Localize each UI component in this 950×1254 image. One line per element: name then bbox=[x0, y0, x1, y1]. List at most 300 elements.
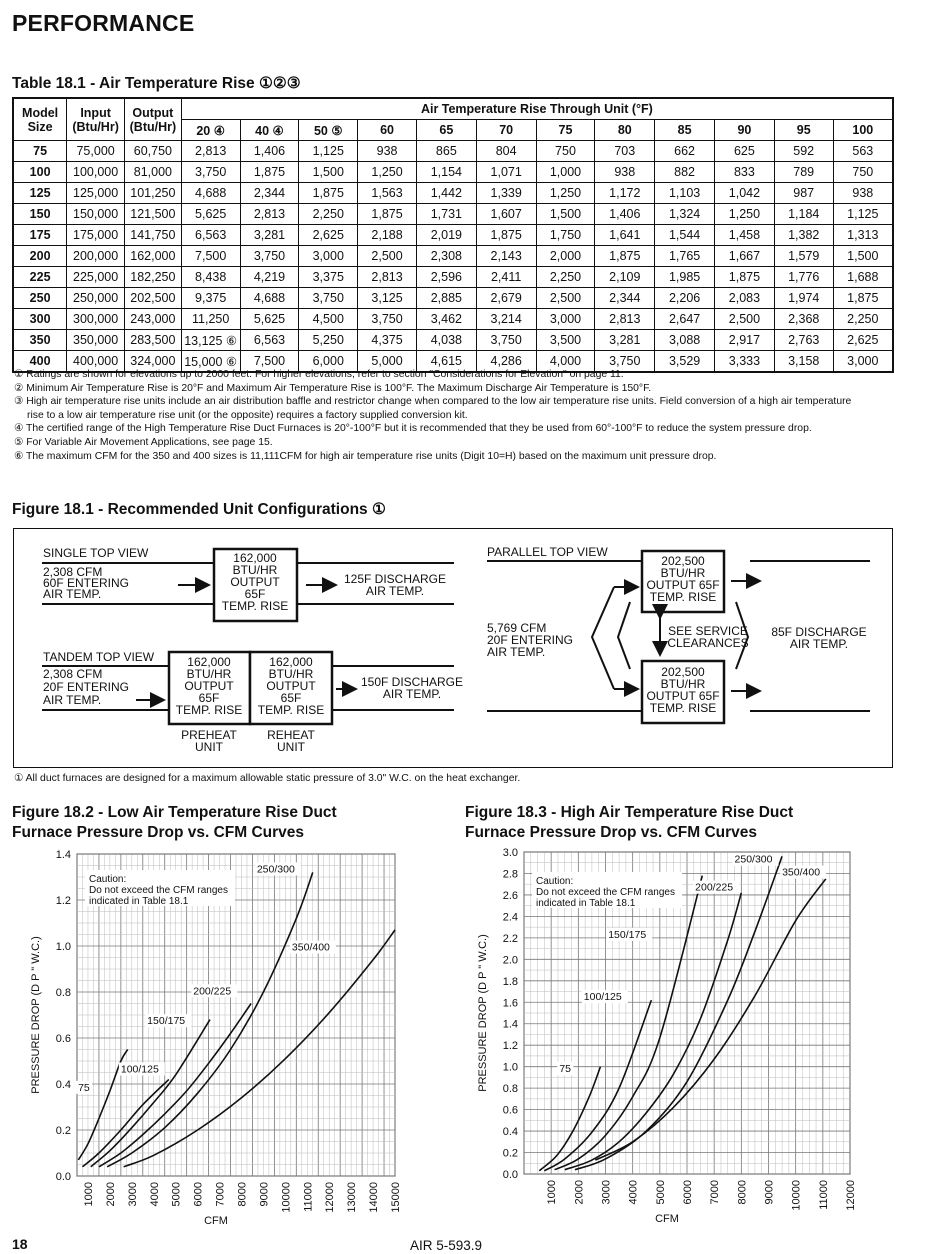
low-rise-pressure-chart bbox=[0, 840, 470, 1230]
header-rise-col: 65 bbox=[416, 120, 476, 141]
table-cell: 1,641 bbox=[595, 225, 655, 246]
table-cell: 1,731 bbox=[416, 204, 476, 225]
chart1-caption-line1: Figure 18.2 - Low Air Temperature Rise Duct bbox=[12, 804, 337, 821]
tandem-unit1-2: BTU/HR bbox=[186, 667, 232, 681]
page-title: PERFORMANCE bbox=[12, 10, 195, 36]
x-tick-label: 1000 bbox=[82, 1182, 95, 1207]
table-cell: 81,000 bbox=[125, 162, 182, 183]
y-tick-label: 2.6 bbox=[502, 889, 518, 902]
caution-text: Do not exceed the CFM ranges bbox=[89, 885, 228, 896]
table-row bbox=[13, 141, 893, 162]
table-cell: 1,563 bbox=[358, 183, 417, 204]
table-cell: 1,500 bbox=[833, 246, 893, 267]
single-inlet-2: 60F ENTERING bbox=[43, 576, 130, 590]
single-inlet-1: 2,308 CFM bbox=[43, 565, 103, 579]
table-cell: 3,375 bbox=[299, 267, 358, 288]
table-cell: 2,813 bbox=[240, 204, 299, 225]
table-cell: 1,875 bbox=[299, 183, 358, 204]
caution-text: indicated in Table 18.1 bbox=[536, 898, 636, 909]
table-cell: 3,750 bbox=[358, 309, 417, 330]
header-rise-col: 50 ⑤ bbox=[299, 120, 358, 141]
table-cell: 3,462 bbox=[416, 309, 476, 330]
table-cell: 5,250 bbox=[299, 330, 358, 351]
cell-model-size: 175 bbox=[13, 225, 67, 246]
table-row bbox=[13, 183, 893, 204]
series-label: 200/225 bbox=[695, 881, 734, 894]
y-tick-label: 0.4 bbox=[55, 1079, 71, 1091]
tandem-unit2-1: 162,000 bbox=[269, 655, 313, 669]
table-cell: 662 bbox=[655, 141, 715, 162]
table-cell: 5,625 bbox=[181, 204, 240, 225]
table-cell: 2,250 bbox=[833, 309, 893, 330]
table-cell: 1,339 bbox=[476, 183, 536, 204]
x-tick-label: 11000 bbox=[302, 1182, 315, 1212]
table-cell: 2,885 bbox=[416, 288, 476, 309]
table-note: ⑥ The maximum CFM for the 350 and 400 sizes is 11,111CFM for high air temperature rise units (Digit 10=H) based on the maximum unit pressure drop. bbox=[14, 450, 717, 462]
single-outlet-1: 125F DISCHARGE bbox=[343, 572, 447, 586]
table-row bbox=[13, 309, 893, 330]
table-cell: 4,286 bbox=[476, 351, 536, 373]
single-unit-5: TEMP. RISE bbox=[221, 599, 289, 613]
single-unit-3: OUTPUT bbox=[230, 575, 280, 589]
table-cell: 3,281 bbox=[240, 225, 299, 246]
tandem-unit1-5: TEMP. RISE bbox=[175, 703, 243, 717]
table-cell: 1,172 bbox=[595, 183, 655, 204]
tandem-unit1-1: 162,000 bbox=[187, 655, 231, 669]
table-cell: 1,125 bbox=[299, 141, 358, 162]
table-cell: 5,625 bbox=[240, 309, 299, 330]
y-tick-label: 0.0 bbox=[502, 1169, 518, 1181]
header-output: Output (Btu/Hr) bbox=[125, 98, 182, 141]
x-tick-label: 6000 bbox=[682, 1180, 694, 1205]
y-tick-label: 1.8 bbox=[502, 975, 518, 988]
header-rise-col: 20 ④ bbox=[181, 120, 240, 141]
series-label: 350/400 bbox=[291, 941, 330, 954]
y-axis-label: PRESSURE DROP (D P " W.C.) bbox=[30, 936, 42, 1094]
table-cell: 3,333 bbox=[715, 351, 775, 373]
clearance-2: CLEARANCES bbox=[667, 636, 749, 650]
tandem-title: TANDEM TOP VIEW bbox=[43, 650, 155, 664]
x-tick-label: 14000 bbox=[368, 1182, 381, 1213]
y-tick-label: 1.6 bbox=[502, 997, 518, 1010]
reheat-label-1: REHEAT bbox=[267, 728, 315, 742]
table-cell: 2,368 bbox=[774, 309, 833, 330]
x-tick-label: 15000 bbox=[390, 1182, 402, 1213]
table-cell: 1,544 bbox=[655, 225, 715, 246]
table-cell: 1,103 bbox=[655, 183, 715, 204]
table-cell: 3,125 bbox=[358, 288, 417, 309]
table-cell: 1,974 bbox=[774, 288, 833, 309]
parallel-top-1: 202,500 bbox=[661, 554, 705, 568]
table-cell: 938 bbox=[833, 183, 893, 204]
x-tick-label: 9000 bbox=[258, 1182, 271, 1207]
table-cell: 4,219 bbox=[240, 267, 299, 288]
table-cell: 1,406 bbox=[595, 204, 655, 225]
table-row bbox=[13, 267, 893, 288]
table-cell: 1,500 bbox=[299, 162, 358, 183]
caution-text: indicated in Table 18.1 bbox=[89, 896, 189, 907]
chart2-caption-line1: Figure 18.3 - High Air Temperature Rise Duct bbox=[465, 804, 794, 821]
table-cell: 2,411 bbox=[476, 267, 536, 288]
table-cell: 3,000 bbox=[536, 309, 595, 330]
table-cell: 987 bbox=[774, 183, 833, 204]
single-outlet-2: AIR TEMP. bbox=[365, 584, 425, 598]
y-tick-label: 2.2 bbox=[502, 932, 518, 945]
table-cell: 1,875 bbox=[833, 288, 893, 309]
table-cell: 225,000 bbox=[67, 267, 125, 288]
caution-text: Do not exceed the CFM ranges bbox=[536, 887, 675, 898]
table-cell: 938 bbox=[595, 162, 655, 183]
y-tick-label: 2.0 bbox=[502, 954, 518, 967]
page-number: 18 bbox=[12, 1236, 28, 1252]
table-cell: 3,750 bbox=[181, 162, 240, 183]
caution-text: Caution: bbox=[89, 874, 127, 885]
clearance-bracket-left bbox=[618, 602, 630, 669]
header-rise-col: 100 bbox=[833, 120, 893, 141]
parallel-inlet-3: AIR TEMP. bbox=[487, 645, 546, 659]
table-cell: 4,375 bbox=[358, 330, 417, 351]
table-cell: 3,000 bbox=[299, 246, 358, 267]
x-tick-label: 11000 bbox=[817, 1180, 830, 1210]
table-note: rise to a low air temperature rise unit (or the opposite) requires a factory supplied conversion kit. bbox=[27, 409, 468, 421]
table-cell: 563 bbox=[833, 141, 893, 162]
table-cell: 2,344 bbox=[240, 183, 299, 204]
table-cell: 13,125 ⑥ bbox=[181, 330, 240, 351]
table-cell: 1,607 bbox=[476, 204, 536, 225]
table-cell: 3,750 bbox=[476, 330, 536, 351]
parallel-inlet-bracket bbox=[592, 587, 614, 689]
series-label: 200/225 bbox=[193, 985, 232, 998]
tandem-unit1-3: OUTPUT bbox=[184, 679, 234, 693]
table-cell: 2,813 bbox=[595, 309, 655, 330]
table-cell: 2,679 bbox=[476, 288, 536, 309]
x-axis-label: CFM bbox=[655, 1213, 679, 1225]
tandem-inlet-1: 2,308 CFM bbox=[43, 667, 103, 681]
table-cell: 2,625 bbox=[833, 330, 893, 351]
cell-model-size: 100 bbox=[13, 162, 67, 183]
table-cell: 15,000 ⑥ bbox=[181, 351, 240, 373]
table-cell: 182,250 bbox=[125, 267, 182, 288]
table-cell: 1,406 bbox=[240, 141, 299, 162]
x-tick-label: 4000 bbox=[148, 1182, 161, 1207]
table-cell: 3,750 bbox=[240, 246, 299, 267]
table-cell: 789 bbox=[774, 162, 833, 183]
table-cell: 7,500 bbox=[240, 351, 299, 373]
single-inlet-3: AIR TEMP. bbox=[43, 587, 102, 601]
table-cell: 1,667 bbox=[715, 246, 775, 267]
table-cell: 1,250 bbox=[715, 204, 775, 225]
series-label: 250/300 bbox=[256, 863, 295, 876]
parallel-bottom-2: BTU/HR bbox=[660, 677, 706, 691]
table-cell: 400,000 bbox=[67, 351, 125, 373]
tandem-unit1-4: 65F bbox=[198, 691, 220, 705]
table-cell: 1,875 bbox=[476, 225, 536, 246]
configurations-diagram bbox=[14, 529, 892, 767]
table-cell: 11,250 bbox=[181, 309, 240, 330]
table-cell: 1,985 bbox=[655, 267, 715, 288]
table-cell: 6,563 bbox=[240, 330, 299, 351]
table-cell: 2,000 bbox=[536, 246, 595, 267]
table-cell: 141,750 bbox=[125, 225, 182, 246]
table-cell: 243,000 bbox=[125, 309, 182, 330]
header-rise-col: 85 bbox=[655, 120, 715, 141]
table-cell: 1,313 bbox=[833, 225, 893, 246]
table-cell: 2,188 bbox=[358, 225, 417, 246]
y-tick-label: 0.4 bbox=[502, 1126, 518, 1139]
table-cell: 804 bbox=[476, 141, 536, 162]
table-notes bbox=[14, 368, 894, 463]
tandem-unit2-2: BTU/HR bbox=[268, 667, 314, 681]
x-tick-label: 12000 bbox=[845, 1180, 857, 1211]
table-cell: 2,763 bbox=[774, 330, 833, 351]
table-cell: 1,500 bbox=[536, 204, 595, 225]
table-note: ⑤ For Variable Air Movement Applications, see page 15. bbox=[14, 436, 273, 448]
series-label: 150/175 bbox=[147, 1015, 186, 1028]
table-cell: 2,143 bbox=[476, 246, 536, 267]
header-rise-col: 95 bbox=[774, 120, 833, 141]
header-rise-col: 70 bbox=[476, 120, 536, 141]
table-row bbox=[13, 204, 893, 225]
header-rise-col: 75 bbox=[536, 120, 595, 141]
table-cell: 833 bbox=[715, 162, 775, 183]
table-cell: 3,158 bbox=[774, 351, 833, 373]
table-cell: 4,500 bbox=[299, 309, 358, 330]
table-cell: 350,000 bbox=[67, 330, 125, 351]
x-tick-label: 10000 bbox=[790, 1180, 803, 1211]
table-cell: 2,308 bbox=[416, 246, 476, 267]
table-cell: 750 bbox=[536, 141, 595, 162]
y-tick-label: 1.2 bbox=[55, 895, 71, 907]
table-cell: 1,875 bbox=[715, 267, 775, 288]
x-tick-label: 2000 bbox=[573, 1180, 586, 1205]
table-cell: 1,071 bbox=[476, 162, 536, 183]
x-tick-label: 8000 bbox=[236, 1182, 249, 1207]
cell-model-size: 125 bbox=[13, 183, 67, 204]
y-tick-label: 2.4 bbox=[502, 911, 518, 924]
table-cell: 1,458 bbox=[715, 225, 775, 246]
series-label: 100/125 bbox=[583, 991, 622, 1004]
tandem-outlet-1: 150F DISCHARGE bbox=[360, 675, 464, 689]
table-cell: 3,214 bbox=[476, 309, 536, 330]
table-cell: 2,625 bbox=[299, 225, 358, 246]
x-tick-label: 4000 bbox=[627, 1180, 640, 1205]
unit-configurations-figure bbox=[13, 528, 893, 768]
x-tick-label: 1000 bbox=[546, 1180, 559, 1205]
table-cell: 2,344 bbox=[595, 288, 655, 309]
chart1-caption bbox=[12, 803, 337, 843]
table-cell: 2,250 bbox=[299, 204, 358, 225]
table-cell: 1,042 bbox=[715, 183, 775, 204]
air-temperature-rise-table bbox=[12, 97, 894, 373]
table-row bbox=[13, 225, 893, 246]
table-note: ② Minimum Air Temperature Rise is 20°F and Maximum Air Temperature Rise is 100°F. The Maximum Discharge Air Temperature is 150°F. bbox=[14, 382, 652, 394]
parallel-title: PARALLEL TOP VIEW bbox=[487, 545, 608, 559]
series-label: 150/175 bbox=[608, 928, 647, 941]
cell-model-size: 200 bbox=[13, 246, 67, 267]
tandem-inlet-3: AIR TEMP. bbox=[43, 693, 102, 707]
single-unit-4: 65F bbox=[244, 587, 266, 601]
table-cell: 2,250 bbox=[536, 267, 595, 288]
table-cell: 3,088 bbox=[655, 330, 715, 351]
y-tick-label: 1.4 bbox=[55, 849, 71, 861]
x-tick-label: 6000 bbox=[192, 1182, 205, 1207]
tandem-inlet-2: 20F ENTERING bbox=[43, 680, 130, 694]
caution-text: Caution: bbox=[536, 876, 574, 887]
table-cell: 3,750 bbox=[299, 288, 358, 309]
document-id: AIR 5-593.9 bbox=[410, 1238, 483, 1253]
table-cell: 4,000 bbox=[536, 351, 595, 373]
parallel-bottom-1: 202,500 bbox=[661, 665, 705, 679]
cell-model-size: 150 bbox=[13, 204, 67, 225]
high-rise-pressure-chart bbox=[470, 840, 950, 1230]
chart1-caption-line2: Furnace Pressure Drop vs. CFM Curves bbox=[12, 824, 305, 841]
table-cell: 2,019 bbox=[416, 225, 476, 246]
table-cell: 2,206 bbox=[655, 288, 715, 309]
table-cell: 101,250 bbox=[125, 183, 182, 204]
table-caption: Table 18.1 - Air Temperature Rise ①②③ bbox=[12, 75, 301, 92]
cell-model-size: 300 bbox=[13, 309, 67, 330]
x-tick-label: 13000 bbox=[346, 1182, 359, 1213]
table-note: ① Ratings are shown for elevations up to 2000 feet. For higher elevations, refer to section "Considerations for Elevation" on page 11. bbox=[14, 369, 624, 380]
table-cell: 750 bbox=[833, 162, 893, 183]
cell-model-size: 250 bbox=[13, 288, 67, 309]
x-tick-label: 12000 bbox=[324, 1182, 337, 1213]
parallel-top-2: BTU/HR bbox=[660, 566, 706, 580]
table-cell: 3,750 bbox=[595, 351, 655, 373]
table-cell: 1,765 bbox=[655, 246, 715, 267]
y-tick-label: 0.6 bbox=[502, 1104, 518, 1117]
table-cell: 3,500 bbox=[536, 330, 595, 351]
table-cell: 60,750 bbox=[125, 141, 182, 162]
table-row bbox=[13, 246, 893, 267]
y-tick-label: 3.0 bbox=[502, 847, 518, 859]
table-cell: 8,438 bbox=[181, 267, 240, 288]
y-tick-label: 0.8 bbox=[502, 1083, 518, 1096]
figure1-caption: Figure 18.1 - Recommended Unit Configurations ① bbox=[12, 501, 386, 518]
table-note: ④ The certified range of the High Temperature Rise Duct Furnaces is 20°-100°F but it is recommended that they be used from 60°-100°F to reduce the system pressure drop. bbox=[14, 423, 812, 435]
table-cell: 4,038 bbox=[416, 330, 476, 351]
header-rise-col: 80 bbox=[595, 120, 655, 141]
cell-model-size: 400 bbox=[13, 351, 67, 373]
y-axis-label: PRESSURE DROP (D P " W.C.) bbox=[477, 934, 489, 1092]
x-tick-label: 3000 bbox=[126, 1182, 139, 1207]
tandem-outlet-2: AIR TEMP. bbox=[382, 687, 442, 701]
table-cell: 1,875 bbox=[240, 162, 299, 183]
table-cell: 2,083 bbox=[715, 288, 775, 309]
chart2-caption bbox=[465, 803, 793, 843]
y-tick-label: 0.8 bbox=[55, 987, 71, 999]
table-cell: 5,000 bbox=[358, 351, 417, 373]
table-cell: 121,500 bbox=[125, 204, 182, 225]
x-tick-label: 5000 bbox=[654, 1180, 667, 1205]
table-cell: 2,500 bbox=[358, 246, 417, 267]
table-cell: 625 bbox=[715, 141, 775, 162]
x-tick-label: 3000 bbox=[600, 1180, 613, 1205]
table-cell: 125,000 bbox=[67, 183, 125, 204]
table-body bbox=[13, 141, 893, 373]
parallel-bottom-4: TEMP. RISE bbox=[649, 701, 717, 715]
single-unit-1: 162,000 bbox=[233, 551, 277, 565]
parallel-top-3: OUTPUT 65F bbox=[646, 578, 720, 592]
y-tick-label: 1.2 bbox=[502, 1040, 518, 1053]
y-tick-label: 0.2 bbox=[55, 1125, 71, 1137]
table-cell: 2,647 bbox=[655, 309, 715, 330]
table-cell: 162,000 bbox=[125, 246, 182, 267]
x-tick-label: 7000 bbox=[214, 1182, 227, 1207]
x-tick-label: 5000 bbox=[170, 1182, 183, 1207]
y-tick-label: 1.0 bbox=[55, 941, 71, 953]
table-cell: 1,000 bbox=[536, 162, 595, 183]
table-cell: 3,529 bbox=[655, 351, 715, 373]
tandem-unit2-5: TEMP. RISE bbox=[257, 703, 325, 717]
table-cell: 1,579 bbox=[774, 246, 833, 267]
table-cell: 9,375 bbox=[181, 288, 240, 309]
chart2-caption-line2: Furnace Pressure Drop vs. CFM Curves bbox=[465, 824, 758, 841]
table-cell: 1,324 bbox=[655, 204, 715, 225]
parallel-bottom-3: OUTPUT 65F bbox=[646, 689, 720, 703]
y-tick-label: 2.8 bbox=[502, 868, 518, 881]
y-tick-label: 0.2 bbox=[502, 1147, 518, 1160]
parallel-inlet-2: 20F ENTERING bbox=[487, 633, 574, 647]
y-tick-label: 0.6 bbox=[55, 1033, 71, 1045]
table-cell: 865 bbox=[416, 141, 476, 162]
table-cell: 100,000 bbox=[67, 162, 125, 183]
table-cell: 283,500 bbox=[125, 330, 182, 351]
table-cell: 4,688 bbox=[240, 288, 299, 309]
series-label: 100/125 bbox=[120, 1063, 159, 1076]
header-rise-col: 60 bbox=[358, 120, 417, 141]
figure1-note: ① All duct furnaces are designed for a maximum allowable static pressure of 3.0" W.C. on the heat exchanger. bbox=[14, 773, 521, 784]
table-cell: 2,500 bbox=[536, 288, 595, 309]
single-title: SINGLE TOP VIEW bbox=[43, 546, 149, 560]
table-cell: 592 bbox=[774, 141, 833, 162]
table-cell: 1,125 bbox=[833, 204, 893, 225]
parallel-outlet-2: AIR TEMP. bbox=[789, 637, 849, 651]
table-cell: 6,563 bbox=[181, 225, 240, 246]
table-cell: 7,500 bbox=[181, 246, 240, 267]
table-cell: 324,000 bbox=[125, 351, 182, 373]
header-input: Input (Btu/Hr) bbox=[67, 98, 125, 141]
cell-model-size: 225 bbox=[13, 267, 67, 288]
table-cell: 175,000 bbox=[67, 225, 125, 246]
table-row bbox=[13, 162, 893, 183]
reheat-label-2: UNIT bbox=[277, 740, 305, 754]
y-tick-label: 0.0 bbox=[55, 1171, 71, 1183]
cell-model-size: 75 bbox=[13, 141, 67, 162]
header-model-size: Model Size bbox=[13, 98, 67, 141]
x-tick-label: 10000 bbox=[280, 1182, 293, 1213]
x-tick-label: 9000 bbox=[763, 1180, 776, 1205]
table-cell: 4,688 bbox=[181, 183, 240, 204]
table-row bbox=[13, 330, 893, 351]
table-cell: 250,000 bbox=[67, 288, 125, 309]
preheat-label-1: PREHEAT bbox=[181, 728, 237, 742]
table-cell: 1,776 bbox=[774, 267, 833, 288]
tandem-unit2-4: 65F bbox=[280, 691, 302, 705]
series-label: 75 bbox=[78, 1081, 90, 1094]
table-cell: 1,154 bbox=[416, 162, 476, 183]
table-cell: 1,250 bbox=[536, 183, 595, 204]
table-cell: 703 bbox=[595, 141, 655, 162]
table-cell: 150,000 bbox=[67, 204, 125, 225]
table-cell: 2,596 bbox=[416, 267, 476, 288]
table-cell: 6,000 bbox=[299, 351, 358, 373]
y-tick-label: 1.0 bbox=[502, 1061, 518, 1074]
table-cell: 200,000 bbox=[67, 246, 125, 267]
table-cell: 1,875 bbox=[595, 246, 655, 267]
tandem-unit2-3: OUTPUT bbox=[266, 679, 316, 693]
table-cell: 3,000 bbox=[833, 351, 893, 373]
